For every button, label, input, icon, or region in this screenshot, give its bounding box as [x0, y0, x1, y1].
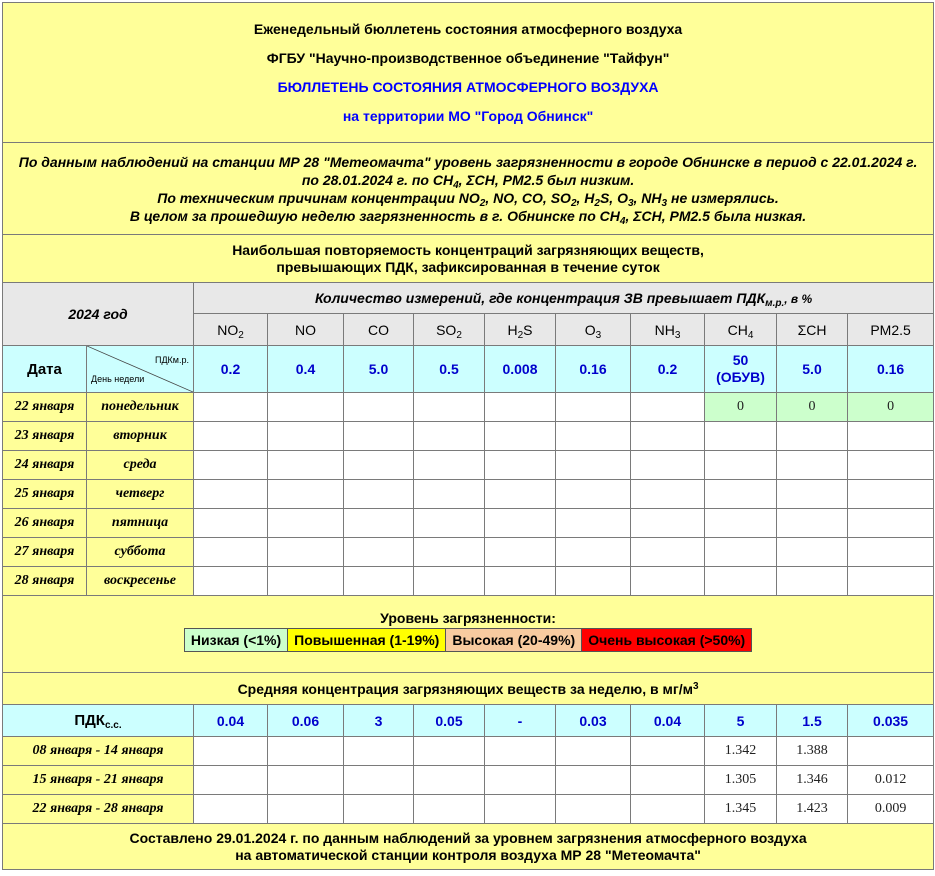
day-value-cell: [268, 509, 344, 538]
week-value-cell: [414, 766, 485, 795]
day-row: [3, 393, 934, 422]
pdk-ss-value: 5: [705, 705, 777, 737]
pollutant-subscript: 3: [674, 329, 681, 341]
pollutant-header: [848, 314, 934, 346]
pollutant-formula: NH: [654, 321, 675, 338]
day-value-cell: [705, 480, 777, 509]
week-value-cell: [556, 766, 631, 795]
day-value-cell: [485, 480, 556, 509]
week-value-cell: [194, 766, 268, 795]
day-row: [3, 567, 934, 596]
day-value-cell: [268, 393, 344, 422]
day-value-cell: [194, 393, 268, 422]
day-value-cell: [777, 422, 848, 451]
week-value-cell: [631, 737, 705, 766]
day-row: [3, 480, 934, 509]
week-value-cell: [485, 737, 556, 766]
pdk-ss-value: -: [485, 705, 556, 737]
week-row: [3, 766, 934, 795]
pdk-mr-number: 5.0: [368, 361, 389, 377]
week-value-cell: [631, 795, 705, 824]
day-value-cell: [344, 393, 414, 422]
compiled-note: Составлено 29.01.2024 г. по данным наблюдений за уровнем загрязнения атмосферного воздуха на автоматической станции контроля воздуха МР 28 "Метеомачта": [3, 824, 934, 870]
legend-item: Низкая (<1%): [185, 629, 288, 651]
day-value-cell: [414, 422, 485, 451]
week-value-cell: 0.012: [848, 766, 934, 795]
day-value-cell: [705, 509, 777, 538]
week-value-cell: [848, 737, 934, 766]
week-value-cell: [194, 795, 268, 824]
week-value-cell: 1.388: [777, 737, 848, 766]
bulletin-title: БЮЛЛЕТЕНЬ СОСТОЯНИЯ АТМОСФЕРНОГО ВОЗДУХА: [277, 79, 659, 95]
pdk-mr-number: 5.0: [802, 361, 822, 377]
pollutant-subscript: 3: [595, 329, 602, 341]
header-line-2: ФГБУ "Научно-производственное объединение "Тайфун": [266, 50, 670, 66]
pdk-mr-number: 0.4: [295, 361, 316, 377]
pdk-ss-value: 0.03: [556, 705, 631, 737]
day-value-cell: [848, 422, 934, 451]
pdk-mr-value: [344, 346, 414, 393]
pdk-mr-number: 0.2: [220, 361, 241, 377]
day-row: [3, 451, 934, 480]
day-row: [3, 422, 934, 451]
pollutant-subscript: 2: [517, 329, 524, 341]
pdk-ss-value: 0.04: [194, 705, 268, 737]
legend-block: [3, 596, 934, 673]
day-row: [3, 509, 934, 538]
day-value-cell: [414, 509, 485, 538]
day-value-cell: [485, 538, 556, 567]
day-value-cell: [777, 451, 848, 480]
pollutant-formula-tail: S: [523, 321, 533, 338]
week-value-cell: 1.423: [777, 795, 848, 824]
day-date: 23 января: [3, 422, 87, 451]
pollutant-header: [631, 314, 705, 346]
pdk-mr-value: [556, 346, 631, 393]
day-value-cell: [485, 393, 556, 422]
day-value-cell: [194, 509, 268, 538]
day-weekday: среда: [87, 451, 194, 480]
pdk-mr-row: [3, 346, 934, 393]
pollutant-header: [194, 314, 268, 346]
day-value-cell: [705, 451, 777, 480]
legend-item: Высокая (20-49%): [446, 629, 582, 651]
day-value-cell: [556, 567, 631, 596]
day-value-cell: [631, 480, 705, 509]
pollutant-formula: CH: [727, 321, 748, 338]
day-value-cell: 0: [777, 393, 848, 422]
pollutant-subscript: 2: [456, 329, 462, 341]
exceedance-count-title: Количество измерений, где концентрация ЗВ превышает $ПДК_{м.р.}$, в %: [194, 283, 934, 314]
day-value-cell: [414, 451, 485, 480]
day-weekday: понедельник: [87, 393, 194, 422]
day-value-cell: [631, 393, 705, 422]
day-weekday: воскресенье: [87, 567, 194, 596]
day-value-cell: [344, 509, 414, 538]
legend-item: Повышенная (1-19%): [288, 629, 446, 651]
day-value-cell: 0: [705, 393, 777, 422]
diagonal-header: [87, 346, 194, 393]
pdk-mr-value: [414, 346, 485, 393]
day-value-cell: [631, 538, 705, 567]
pollutant-formula: NO: [295, 321, 316, 338]
week-value-cell: [344, 737, 414, 766]
day-value-cell: [556, 538, 631, 567]
day-value-cell: [414, 567, 485, 596]
day-value-cell: [414, 393, 485, 422]
day-value-cell: [848, 451, 934, 480]
week-value-cell: [268, 795, 344, 824]
day-value-cell: [631, 451, 705, 480]
day-value-cell: [556, 451, 631, 480]
day-value-cell: [556, 393, 631, 422]
day-date: 25 января: [3, 480, 87, 509]
week-value-cell: [414, 737, 485, 766]
pollutant-header: [556, 314, 631, 346]
day-weekday: четверг: [87, 480, 194, 509]
day-value-cell: [631, 567, 705, 596]
pdk-ss-value: 0.04: [631, 705, 705, 737]
pollutant-formula: NO: [217, 321, 239, 338]
pollutant-formula: PM2.5: [870, 321, 911, 338]
day-value-cell: [268, 480, 344, 509]
pdk-mr-number: 0.2: [657, 361, 678, 377]
week-value-cell: 1.305: [705, 766, 777, 795]
week-period: 08 января - 14 января: [3, 737, 194, 766]
pollutant-formula: O: [584, 321, 596, 338]
day-weekday: суббота: [87, 538, 194, 567]
pdk-ss-label: $ПДК_{с.с.}$: [3, 705, 194, 737]
section-max-repeatability-title: Наибольшая повторяемость концентраций загрязняющих веществ, превышающих ПДК, зафиксированная в течение суток: [3, 235, 934, 283]
day-value-cell: [344, 451, 414, 480]
pollutant-header: [268, 314, 344, 346]
pollutant-subscript: 2: [238, 329, 244, 341]
day-value-cell: [705, 538, 777, 567]
pdk-mr-number: 0.008: [502, 361, 538, 377]
pollutant-header: [705, 314, 777, 346]
pdk-ss-value: 3: [344, 705, 414, 737]
day-date: 28 января: [3, 567, 87, 596]
week-value-cell: [344, 795, 414, 824]
day-value-cell: [414, 480, 485, 509]
week-row: [3, 795, 934, 824]
day-value-cell: [631, 422, 705, 451]
summary-paragraph-1: По данным наблюдений на станции МР 28 "Метеомачта" уровень загрязненности в городе Обнинске в период с 22.01.2024 г. по 28.01.2024 г. по $CH_4$, ΣCH, PM2.5 был низким.: [18, 153, 918, 191]
day-value-cell: [194, 538, 268, 567]
week-period: 15 января - 21 января: [3, 766, 194, 795]
day-value-cell: [194, 567, 268, 596]
bulletin-header: [3, 3, 934, 143]
pollutant-formula: CO: [368, 321, 389, 338]
day-value-cell: [848, 538, 934, 567]
pdk-mr-value: [485, 346, 556, 393]
day-value-cell: [777, 538, 848, 567]
summary-paragraph-2: По техническим причинам концентрации $NO_2$, NO, CO, $SO_2$, $H_2S$, $O_3$, $NH_3$ не измерялись.: [157, 189, 779, 209]
day-value-cell: [344, 538, 414, 567]
day-value-cell: [556, 422, 631, 451]
day-value-cell: [848, 509, 934, 538]
pdk-ss-value: 0.035: [848, 705, 934, 737]
section-weekly-average-title: Средняя концентрация загрязняющих веществ за неделю, в $мг/м^3$: [3, 673, 934, 705]
legend-item: Очень высокая (>50%): [582, 629, 751, 651]
week-value-cell: [344, 766, 414, 795]
pdk-ss-value: 0.06: [268, 705, 344, 737]
day-value-cell: [631, 509, 705, 538]
week-value-cell: [194, 737, 268, 766]
pdk-ss-row: [3, 705, 934, 737]
diagonal-line: [87, 346, 193, 392]
bulletin-table: [2, 2, 934, 870]
summary-paragraph-3: В целом за прошедшую неделю загрязненность в г. Обнинске по $CH_4$, ΣCH, PM2.5 была низкая.: [129, 207, 807, 227]
summary-block: [3, 143, 934, 235]
week-value-cell: 1.342: [705, 737, 777, 766]
diag-bottom-label: День недели: [91, 374, 145, 384]
pdk-mr-value: [631, 346, 705, 393]
day-value-cell: [268, 451, 344, 480]
day-value-cell: [556, 480, 631, 509]
day-value-cell: [268, 567, 344, 596]
pollutant-subscript: 4: [747, 329, 754, 341]
week-value-cell: [485, 766, 556, 795]
day-value-cell: 0: [848, 393, 934, 422]
pdk-ss-value: 1.5: [777, 705, 848, 737]
day-value-cell: [344, 422, 414, 451]
day-value-cell: [777, 480, 848, 509]
year-cell: 2024 год: [3, 283, 194, 346]
day-value-cell: [194, 451, 268, 480]
day-value-cell: [485, 422, 556, 451]
diag-top-label: ПДКм.р.: [154, 355, 189, 365]
pdk-mr-number: 0.16: [876, 361, 905, 377]
week-value-cell: [631, 766, 705, 795]
day-value-cell: [848, 480, 934, 509]
legend-title: Уровень загрязненности:: [380, 610, 556, 626]
pdk-mr-note: (ОБУВ): [716, 369, 765, 385]
pdk-mr-value: [848, 346, 934, 393]
header-line-1: Еженедельный бюллетень состояния атмосферного воздуха: [253, 21, 683, 37]
day-value-cell: [344, 567, 414, 596]
day-value-cell: [194, 422, 268, 451]
pollutant-formula: H: [507, 321, 518, 338]
day-value-cell: [485, 451, 556, 480]
day-value-cell: [556, 509, 631, 538]
week-value-cell: [556, 795, 631, 824]
week-value-cell: [485, 795, 556, 824]
pdk-mr-value: [268, 346, 344, 393]
day-value-cell: [777, 509, 848, 538]
pollutant-formula: ΣCH: [797, 321, 827, 338]
day-date: 27 января: [3, 538, 87, 567]
day-date: 26 января: [3, 509, 87, 538]
pollutant-formula: SO: [436, 321, 457, 338]
week-row: [3, 737, 934, 766]
day-date: 24 января: [3, 451, 87, 480]
pollutant-header: [414, 314, 485, 346]
pdk-mr-number: 0.16: [579, 361, 607, 377]
week-value-cell: [268, 766, 344, 795]
day-value-cell: [344, 480, 414, 509]
pdk-ss-value: 0.05: [414, 705, 485, 737]
day-row: [3, 538, 934, 567]
legend: [184, 628, 752, 652]
week-period: 22 января - 28 января: [3, 795, 194, 824]
territory-title: на территории МО "Город Обнинск": [342, 108, 594, 124]
week-value-cell: [268, 737, 344, 766]
pdk-mr-value: [705, 346, 777, 393]
day-value-cell: [268, 538, 344, 567]
pdk-mr-number: 0.5: [439, 361, 459, 377]
day-value-cell: [485, 509, 556, 538]
day-value-cell: [705, 422, 777, 451]
day-value-cell: [268, 422, 344, 451]
day-value-cell: [777, 567, 848, 596]
week-value-cell: [414, 795, 485, 824]
day-weekday: пятница: [87, 509, 194, 538]
week-value-cell: 1.345: [705, 795, 777, 824]
pdk-mr-value: [777, 346, 848, 393]
day-value-cell: [194, 480, 268, 509]
pollutant-header: [485, 314, 556, 346]
pdk-mr-value: [194, 346, 268, 393]
week-value-cell: 1.346: [777, 766, 848, 795]
day-value-cell: [705, 567, 777, 596]
day-date: 22 января: [3, 393, 87, 422]
pollutant-header: [344, 314, 414, 346]
date-header: Дата: [3, 346, 87, 393]
week-value-cell: [556, 737, 631, 766]
week-value-cell: 0.009: [848, 795, 934, 824]
day-value-cell: [848, 567, 934, 596]
day-value-cell: [414, 538, 485, 567]
day-value-cell: [485, 567, 556, 596]
pollutant-header: [777, 314, 848, 346]
day-weekday: вторник: [87, 422, 194, 451]
pdk-mr-number: 50: [732, 352, 749, 368]
